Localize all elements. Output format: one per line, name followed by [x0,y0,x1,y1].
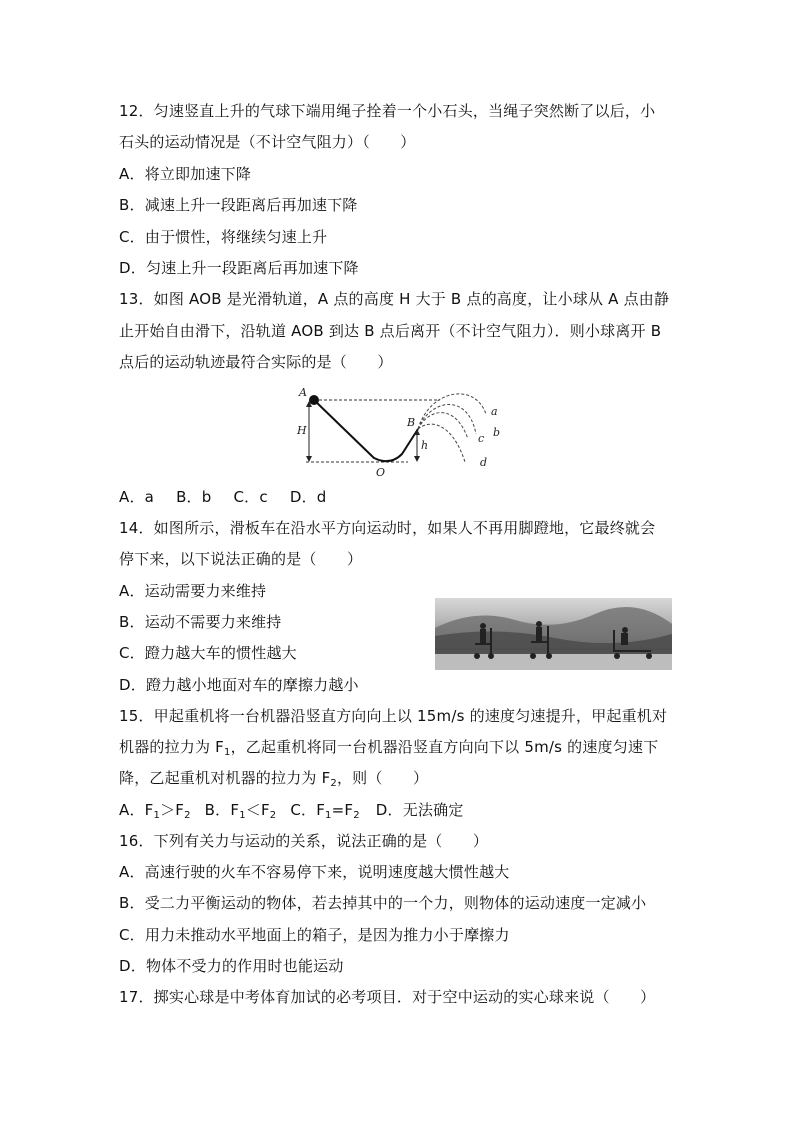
q14-stem-line2: 停下来，以下说法正确的是（ ） [119,550,363,568]
q15-stem-line1: 15．甲起重机将一台机器沿竖直方向向上以 15m/s 的速度匀速提升，甲起重机对 [119,707,668,725]
ball-icon [309,395,319,405]
q15-line3-subscript: 2 [330,778,337,789]
trajectory-c [418,413,468,439]
q12-option-a: A．将立即加速下降 [119,165,252,183]
q15-line2-text-a: 机器的拉力为 F [119,738,224,756]
q15-line2-text-b: ，乙起重机将同一台机器沿竖直方向向下以 5m/s 的速度匀速下 [230,738,659,756]
label-H: H [297,424,307,437]
height-H-arrowhead-bottom [306,456,312,462]
q12-option-c: C．由于惯性，将继续匀速上升 [119,228,328,246]
q12-stem-line2: 石头的运动情况是（不计空气阻力）（ ） [119,133,416,151]
scooter-photo [435,598,672,670]
q14-option-a: A．运动需要力来维持 [119,582,267,600]
label-a: a [491,405,498,418]
q14-option-c: C．蹬力越大车的惯性越大 [119,644,297,662]
q12-option-d: D．匀速上升一段距离后再加速下降 [119,259,359,277]
q16-option-c: C．用力未推动水平地面上的箱子，是因为推力小于摩擦力 [119,926,510,944]
height-h-arrowhead-bottom [414,456,420,462]
q13-stem-line3: 点后的运动轨迹最符合实际的是（ ） [119,353,393,371]
label-O: O [376,466,386,479]
track-trajectory-figure [290,384,506,480]
q13-option-b: B．b [176,488,212,506]
q15-stem-line2 [119,736,658,758]
label-A: A [299,386,307,399]
q16-option-b: B．受二力平衡运动的物体，若去掉其中的一个力，则物体的运动速度一定减小 [119,894,647,912]
label-B: B [407,416,416,429]
track-aob [314,400,418,461]
q16-option-a: A．高速行驶的火车不容易停下来，说明速度越大惯性越大 [119,863,510,881]
label-h: h [421,439,429,452]
q14-option-b: B．运动不需要力来维持 [119,613,282,631]
q15-option-d: D．无法确定 [375,801,464,819]
q15-line3-text-b: ，则（ ） [336,769,429,787]
q13-option-d: D．d [289,488,327,506]
q13-stem-line1: 13．如图 AOB 是光滑轨道，A 点的高度 H 大于 B 点的高度，让小球从 A 点由静 [119,290,670,308]
q16-stem-line1: 16．下列有关力与运动的关系，说法正确的是（ ） [119,832,489,850]
q13-option-c: C．c [233,488,268,506]
q16-option-d: D．物体不受力的作用时也能运动 [119,957,344,975]
q13-option-a: A．a [119,488,155,506]
trajectory-b [418,404,476,434]
label-b: b [493,426,501,439]
q14-option-d: D．蹬力越小地面对车的摩擦力越小 [119,676,359,694]
q15-stem-line3 [119,767,428,789]
q15-option-a: A．$F_1>F_2$ [119,801,191,821]
q12-option-b: B．减速上升一段距离后再加速下降 [119,196,358,214]
trajectory-a [418,394,486,429]
label-d: d [480,456,488,469]
q14-stem-line1: 14．如图所示，滑板车在沿水平方向运动时，如果人不再用脚蹬地，它最终就会 [119,519,656,537]
label-c: c [478,432,485,445]
q15-option-c: C．$F_1=F_2$ [290,801,360,821]
q17-stem-line1: 17．掷实心球是中考体育加试的必考项目．对于空中运动的实心球来说（ ） [119,988,656,1006]
q12-stem-line1: 12．匀速竖直上升的气球下端用绳子拴着一个小石头，当绳子突然断了以后，小 [119,102,656,120]
scooter-riders-illustration [435,598,672,670]
q15-options-row [119,799,464,821]
q15-line3-text-a: 降，乙起重机对机器的拉力为 F [119,769,331,787]
q13-stem-line2: 止开始自由滑下，沿轨道 AOB 到达 B 点后离开（不计空气阻力）．则小球离开 B [119,322,662,340]
q13-options-row [119,486,326,508]
q15-option-b: B．$F_1<F_2$ [204,801,277,821]
q15-line2-subscript: 1 [224,747,231,758]
